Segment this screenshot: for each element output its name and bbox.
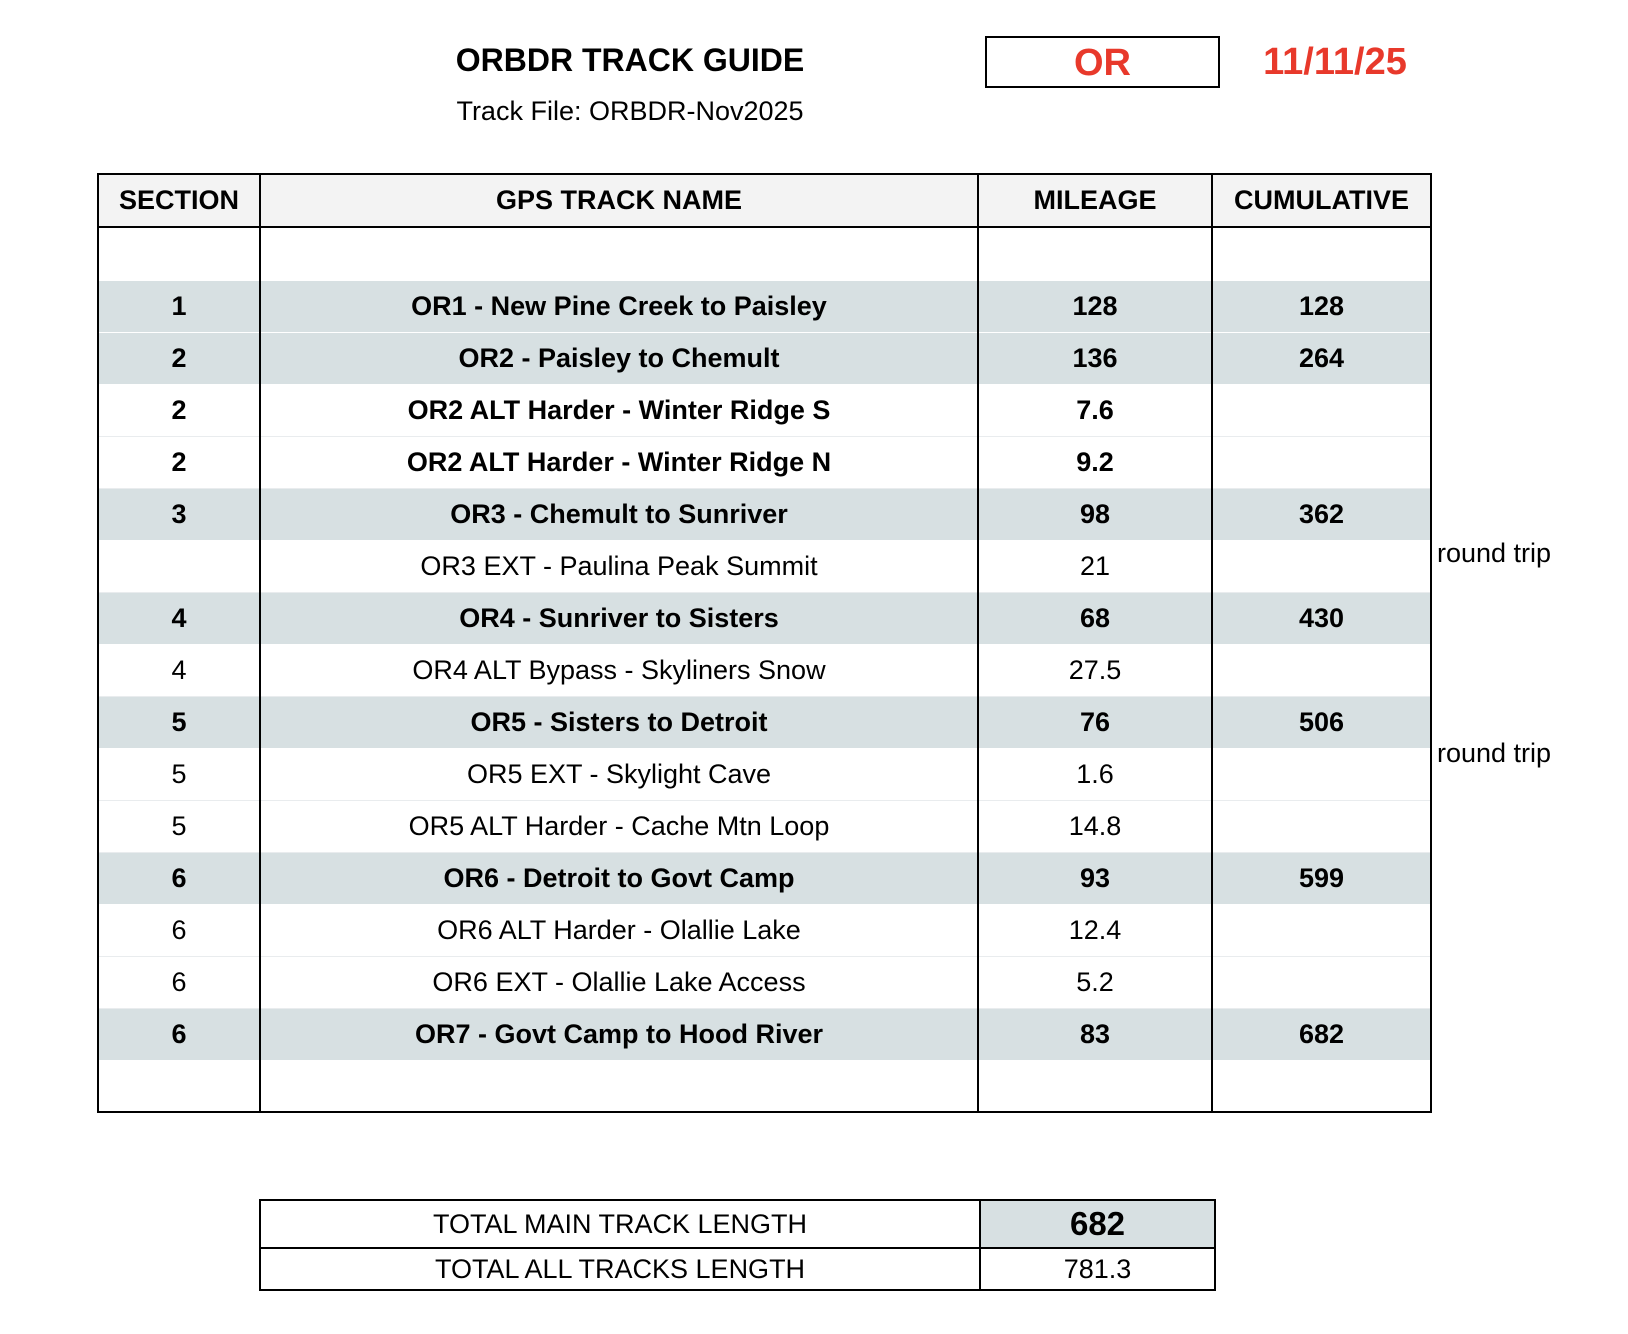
row-section: 6 [98,1009,260,1061]
total-all-value: 781.3 [980,1248,1215,1290]
row-mileage: 14.8 [978,801,1212,853]
table-row [98,957,1431,1009]
row-mileage: 128 [978,281,1212,333]
row-cumulative: 430 [1212,593,1431,645]
row-cumulative [1212,957,1431,1009]
row-note: round trip [1437,537,1552,568]
total-main-label: TOTAL MAIN TRACK LENGTH [260,1200,980,1248]
row-track-name: OR6 EXT - Olallie Lake Access [260,957,978,1009]
row-section: 6 [98,957,260,1009]
row-track-name: OR5 - Sisters to Detroit [260,697,978,749]
row-mileage: 98 [978,489,1212,541]
row-cumulative [1212,541,1431,593]
row-cumulative: 682 [1212,1009,1431,1061]
row-section: 2 [98,437,260,489]
table-row [98,645,1431,697]
row-mileage: 7.6 [978,385,1212,437]
row-track-name: OR3 - Chemult to Sunriver [260,489,978,541]
row-section: 1 [98,281,260,333]
totals-table [259,1199,1216,1291]
row-section: 5 [98,749,260,801]
track-file-label: Track File: ORBDR-Nov2025 [456,96,804,126]
row-mileage: 93 [978,853,1212,905]
row-mileage: 21 [978,541,1212,593]
row-mileage: 5.2 [978,957,1212,1009]
row-mileage: 27.5 [978,645,1212,697]
row-mileage: 9.2 [978,437,1212,489]
total-all-row [260,1248,1215,1290]
row-track-name: OR5 EXT - Skylight Cave [260,749,978,801]
row-cumulative [1212,437,1431,489]
table-row [98,905,1431,957]
row-mileage: 1.6 [978,749,1212,801]
row-cumulative: 128 [1212,281,1431,333]
table-row [98,281,1431,333]
spacer-row [98,1061,1431,1113]
row-track-name: OR6 ALT Harder - Olallie Lake [260,905,978,957]
row-track-name: OR2 ALT Harder - Winter Ridge S [260,385,978,437]
row-note: round trip [1437,737,1552,768]
row-track-name: OR6 - Detroit to Govt Camp [260,853,978,905]
row-section: 5 [98,697,260,749]
table-row [98,593,1431,645]
row-cumulative: 264 [1212,333,1431,385]
row-track-name: OR2 ALT Harder - Winter Ridge N [260,437,978,489]
row-cumulative [1212,385,1431,437]
table-row [98,385,1431,437]
row-mileage: 136 [978,333,1212,385]
table-row [98,333,1431,385]
row-track-name: OR2 - Paisley to Chemult [260,333,978,385]
row-track-name: OR3 EXT - Paulina Peak Summit [260,541,978,593]
table-row [98,801,1431,853]
spacer-row [98,227,1431,281]
row-section: 4 [98,645,260,697]
table-row [98,749,1431,801]
row-section: 2 [98,333,260,385]
total-all-label: TOTAL ALL TRACKS LENGTH [260,1248,980,1290]
col-header-cumulative: CUMULATIVE [1212,174,1431,227]
row-cumulative [1212,645,1431,697]
row-section: 3 [98,489,260,541]
row-cumulative: 362 [1212,489,1431,541]
total-main-value: 682 [980,1200,1215,1248]
table-row [98,489,1431,541]
row-track-name: OR4 ALT Bypass - Skyliners Snow [260,645,978,697]
row-section: 6 [98,905,260,957]
track-table [97,173,1432,1113]
row-cumulative [1212,801,1431,853]
track-table-body [98,227,1431,1112]
total-main-row [260,1200,1215,1248]
row-section: 6 [98,853,260,905]
row-cumulative: 506 [1212,697,1431,749]
row-track-name: OR5 ALT Harder - Cache Mtn Loop [260,801,978,853]
row-track-name: OR4 - Sunriver to Sisters [260,593,978,645]
table-row [98,697,1431,749]
col-header-section: SECTION [98,174,260,227]
row-mileage: 83 [978,1009,1212,1061]
state-code-box: OR [985,36,1220,88]
table-row [98,1009,1431,1061]
row-track-name: OR7 - Govt Camp to Hood River [260,1009,978,1061]
col-header-track-name: GPS TRACK NAME [260,174,978,227]
table-row [98,541,1431,593]
row-section: 5 [98,801,260,853]
row-cumulative [1212,749,1431,801]
row-section [98,541,260,593]
table-row [98,853,1431,905]
guide-title: ORBDR TRACK GUIDE [455,42,805,78]
row-mileage: 68 [978,593,1212,645]
col-header-mileage: MILEAGE [978,174,1212,227]
row-mileage: 76 [978,697,1212,749]
row-section: 2 [98,385,260,437]
row-track-name: OR1 - New Pine Creek to Paisley [260,281,978,333]
row-cumulative: 599 [1212,853,1431,905]
guide-date: 11/11/25 [1263,41,1407,83]
row-cumulative [1212,905,1431,957]
row-mileage: 12.4 [978,905,1212,957]
row-section: 4 [98,593,260,645]
table-header-row [98,174,1431,227]
table-row [98,437,1431,489]
